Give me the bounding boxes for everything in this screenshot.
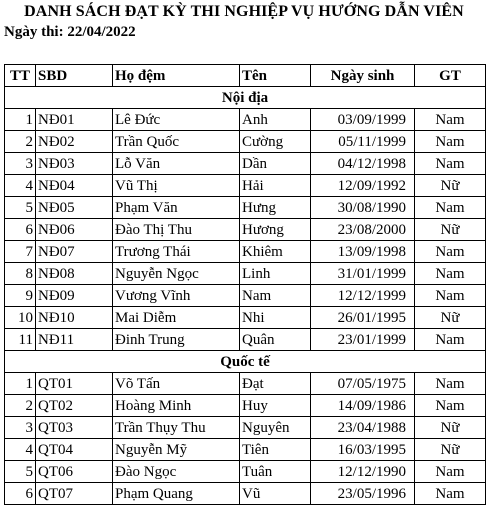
- cell-gt: Nam: [415, 153, 486, 175]
- section-row: [5, 87, 486, 109]
- cell-ho-dem: Đào Ngọc: [113, 461, 240, 483]
- cell-gt: Nam: [415, 263, 486, 285]
- cell-ten: Khiêm: [240, 241, 311, 263]
- cell-sbd: NĐ09: [36, 285, 113, 307]
- cell-tt: 11: [5, 329, 36, 351]
- cell-gt: Nữ: [415, 175, 486, 197]
- cell-ngay-sinh: 16/03/1995: [311, 439, 415, 461]
- cell-ten: Nam: [240, 285, 311, 307]
- cell-sbd: QT03: [36, 417, 113, 439]
- cell-ngay-sinh: 07/05/1975: [311, 373, 415, 395]
- cell-ten: Tuân: [240, 461, 311, 483]
- cell-ngay-sinh: 26/01/1995: [311, 307, 415, 329]
- cell-ho-dem: Đào Thị Thu: [113, 219, 240, 241]
- cell-ten: Linh: [240, 263, 311, 285]
- cell-tt: 3: [5, 153, 36, 175]
- table-row: [5, 263, 486, 285]
- cell-gt: Nam: [415, 109, 486, 131]
- cell-ngay-sinh: 23/01/1999: [311, 329, 415, 351]
- cell-ngay-sinh: 05/11/1999: [311, 131, 415, 153]
- cell-gt: Nam: [415, 329, 486, 351]
- cell-tt: 5: [5, 461, 36, 483]
- cell-ngay-sinh: 23/04/1988: [311, 417, 415, 439]
- cell-gt: Nam: [415, 285, 486, 307]
- cell-ngay-sinh: 03/09/1999: [311, 109, 415, 131]
- cell-ho-dem: Vương Vĩnh: [113, 285, 240, 307]
- column-header-ngay-sinh: Ngày sinh: [311, 65, 415, 87]
- table-body: [5, 87, 486, 505]
- cell-ho-dem: Lê Đức: [113, 109, 240, 131]
- cell-tt: 6: [5, 219, 36, 241]
- cell-sbd: NĐ10: [36, 307, 113, 329]
- table-row: [5, 439, 486, 461]
- cell-ho-dem: Nguyễn Mỹ: [113, 439, 240, 461]
- cell-ho-dem: Võ Tấn: [113, 373, 240, 395]
- cell-sbd: NĐ03: [36, 153, 113, 175]
- cell-sbd: NĐ05: [36, 197, 113, 219]
- cell-ten: Dần: [240, 153, 311, 175]
- cell-ngay-sinh: 12/12/1990: [311, 461, 415, 483]
- column-header-ten: Tên: [240, 65, 311, 87]
- cell-tt: 9: [5, 285, 36, 307]
- cell-sbd: NĐ07: [36, 241, 113, 263]
- cell-sbd: NĐ01: [36, 109, 113, 131]
- table-row: [5, 307, 486, 329]
- cell-ho-dem: Nguyễn Ngọc: [113, 263, 240, 285]
- table-header-row: [5, 65, 486, 87]
- cell-ten: Huy: [240, 395, 311, 417]
- cell-ngay-sinh: 30/08/1990: [311, 197, 415, 219]
- column-header-sbd: SBD: [36, 65, 113, 87]
- cell-sbd: QT01: [36, 373, 113, 395]
- cell-ngay-sinh: 31/01/1999: [311, 263, 415, 285]
- cell-tt: 4: [5, 175, 36, 197]
- cell-gt: Nam: [415, 241, 486, 263]
- column-header-ho-dem: Họ đệm: [113, 65, 240, 87]
- cell-ho-dem: Lỗ Văn: [113, 153, 240, 175]
- cell-ngay-sinh: 12/12/1999: [311, 285, 415, 307]
- cell-tt: 2: [5, 395, 36, 417]
- cell-ten: Vũ: [240, 483, 311, 505]
- cell-gt: Nam: [415, 395, 486, 417]
- exam-date: Ngày thi: 22/04/2022: [4, 24, 136, 40]
- cell-ho-dem: Đinh Trung: [113, 329, 240, 351]
- cell-sbd: NĐ08: [36, 263, 113, 285]
- section-title: Nội địa: [5, 87, 486, 109]
- table-row: [5, 461, 486, 483]
- table-row: [5, 329, 486, 351]
- cell-tt: 2: [5, 131, 36, 153]
- table-row: [5, 417, 486, 439]
- cell-gt: Nữ: [415, 417, 486, 439]
- cell-ngay-sinh: 13/09/1998: [311, 241, 415, 263]
- cell-sbd: NĐ06: [36, 219, 113, 241]
- cell-tt: 1: [5, 109, 36, 131]
- cell-ten: Hương: [240, 219, 311, 241]
- table-row: [5, 219, 486, 241]
- cell-ten: Nguyên: [240, 417, 311, 439]
- table-row: [5, 131, 486, 153]
- cell-sbd: QT07: [36, 483, 113, 505]
- cell-ten: Hưng: [240, 197, 311, 219]
- cell-sbd: QT04: [36, 439, 113, 461]
- table-row: [5, 197, 486, 219]
- cell-tt: 10: [5, 307, 36, 329]
- section-title: Quốc tế: [5, 351, 486, 373]
- cell-ho-dem: Phạm Quang: [113, 483, 240, 505]
- cell-ngay-sinh: 12/09/1992: [311, 175, 415, 197]
- cell-sbd: QT06: [36, 461, 113, 483]
- cell-gt: Nam: [415, 197, 486, 219]
- cell-ten: Anh: [240, 109, 311, 131]
- cell-gt: Nam: [415, 131, 486, 153]
- column-header-gt: GT: [415, 65, 486, 87]
- cell-ngay-sinh: 23/08/2000: [311, 219, 415, 241]
- cell-tt: 6: [5, 483, 36, 505]
- cell-ten: Quân: [240, 329, 311, 351]
- cell-sbd: NĐ11: [36, 329, 113, 351]
- cell-tt: 4: [5, 439, 36, 461]
- cell-ho-dem: Trần Quốc: [113, 131, 240, 153]
- cell-ho-dem: Mai Diễm: [113, 307, 240, 329]
- cell-tt: 7: [5, 241, 36, 263]
- cell-ten: Tiên: [240, 439, 311, 461]
- table-row: [5, 153, 486, 175]
- cell-gt: Nam: [415, 373, 486, 395]
- cell-tt: 1: [5, 373, 36, 395]
- table-row: [5, 483, 486, 505]
- cell-tt: 3: [5, 417, 36, 439]
- cell-ngay-sinh: 23/05/1996: [311, 483, 415, 505]
- cell-gt: Nữ: [415, 219, 486, 241]
- cell-ho-dem: Phạm Văn: [113, 197, 240, 219]
- cell-ten: Cường: [240, 131, 311, 153]
- table-row: [5, 395, 486, 417]
- cell-sbd: NĐ04: [36, 175, 113, 197]
- cell-gt: Nữ: [415, 307, 486, 329]
- table-row: [5, 175, 486, 197]
- table-row: [5, 241, 486, 263]
- document-title: DANH SÁCH ĐẠT KỲ THI NGHIỆP VỤ HƯỚNG DẪN VIÊN: [24, 3, 464, 20]
- cell-sbd: QT02: [36, 395, 113, 417]
- cell-gt: Nam: [415, 461, 486, 483]
- cell-ten: Hải: [240, 175, 311, 197]
- cell-ho-dem: Trương Thái: [113, 241, 240, 263]
- table-row: [5, 285, 486, 307]
- cell-tt: 5: [5, 197, 36, 219]
- section-row: [5, 351, 486, 373]
- cell-gt: Nữ: [415, 439, 486, 461]
- cell-ho-dem: Trần Thụy Thu: [113, 417, 240, 439]
- cell-ten: Nhi: [240, 307, 311, 329]
- cell-ngay-sinh: 14/09/1986: [311, 395, 415, 417]
- cell-ten: Đạt: [240, 373, 311, 395]
- results-table: [4, 64, 486, 505]
- table-row: [5, 109, 486, 131]
- table-row: [5, 373, 486, 395]
- column-header-tt: TT: [5, 65, 36, 87]
- cell-ngay-sinh: 04/12/1998: [311, 153, 415, 175]
- cell-sbd: NĐ02: [36, 131, 113, 153]
- cell-gt: Nam: [415, 483, 486, 505]
- cell-ho-dem: Hoàng Minh: [113, 395, 240, 417]
- cell-ho-dem: Vũ Thị: [113, 175, 240, 197]
- cell-tt: 8: [5, 263, 36, 285]
